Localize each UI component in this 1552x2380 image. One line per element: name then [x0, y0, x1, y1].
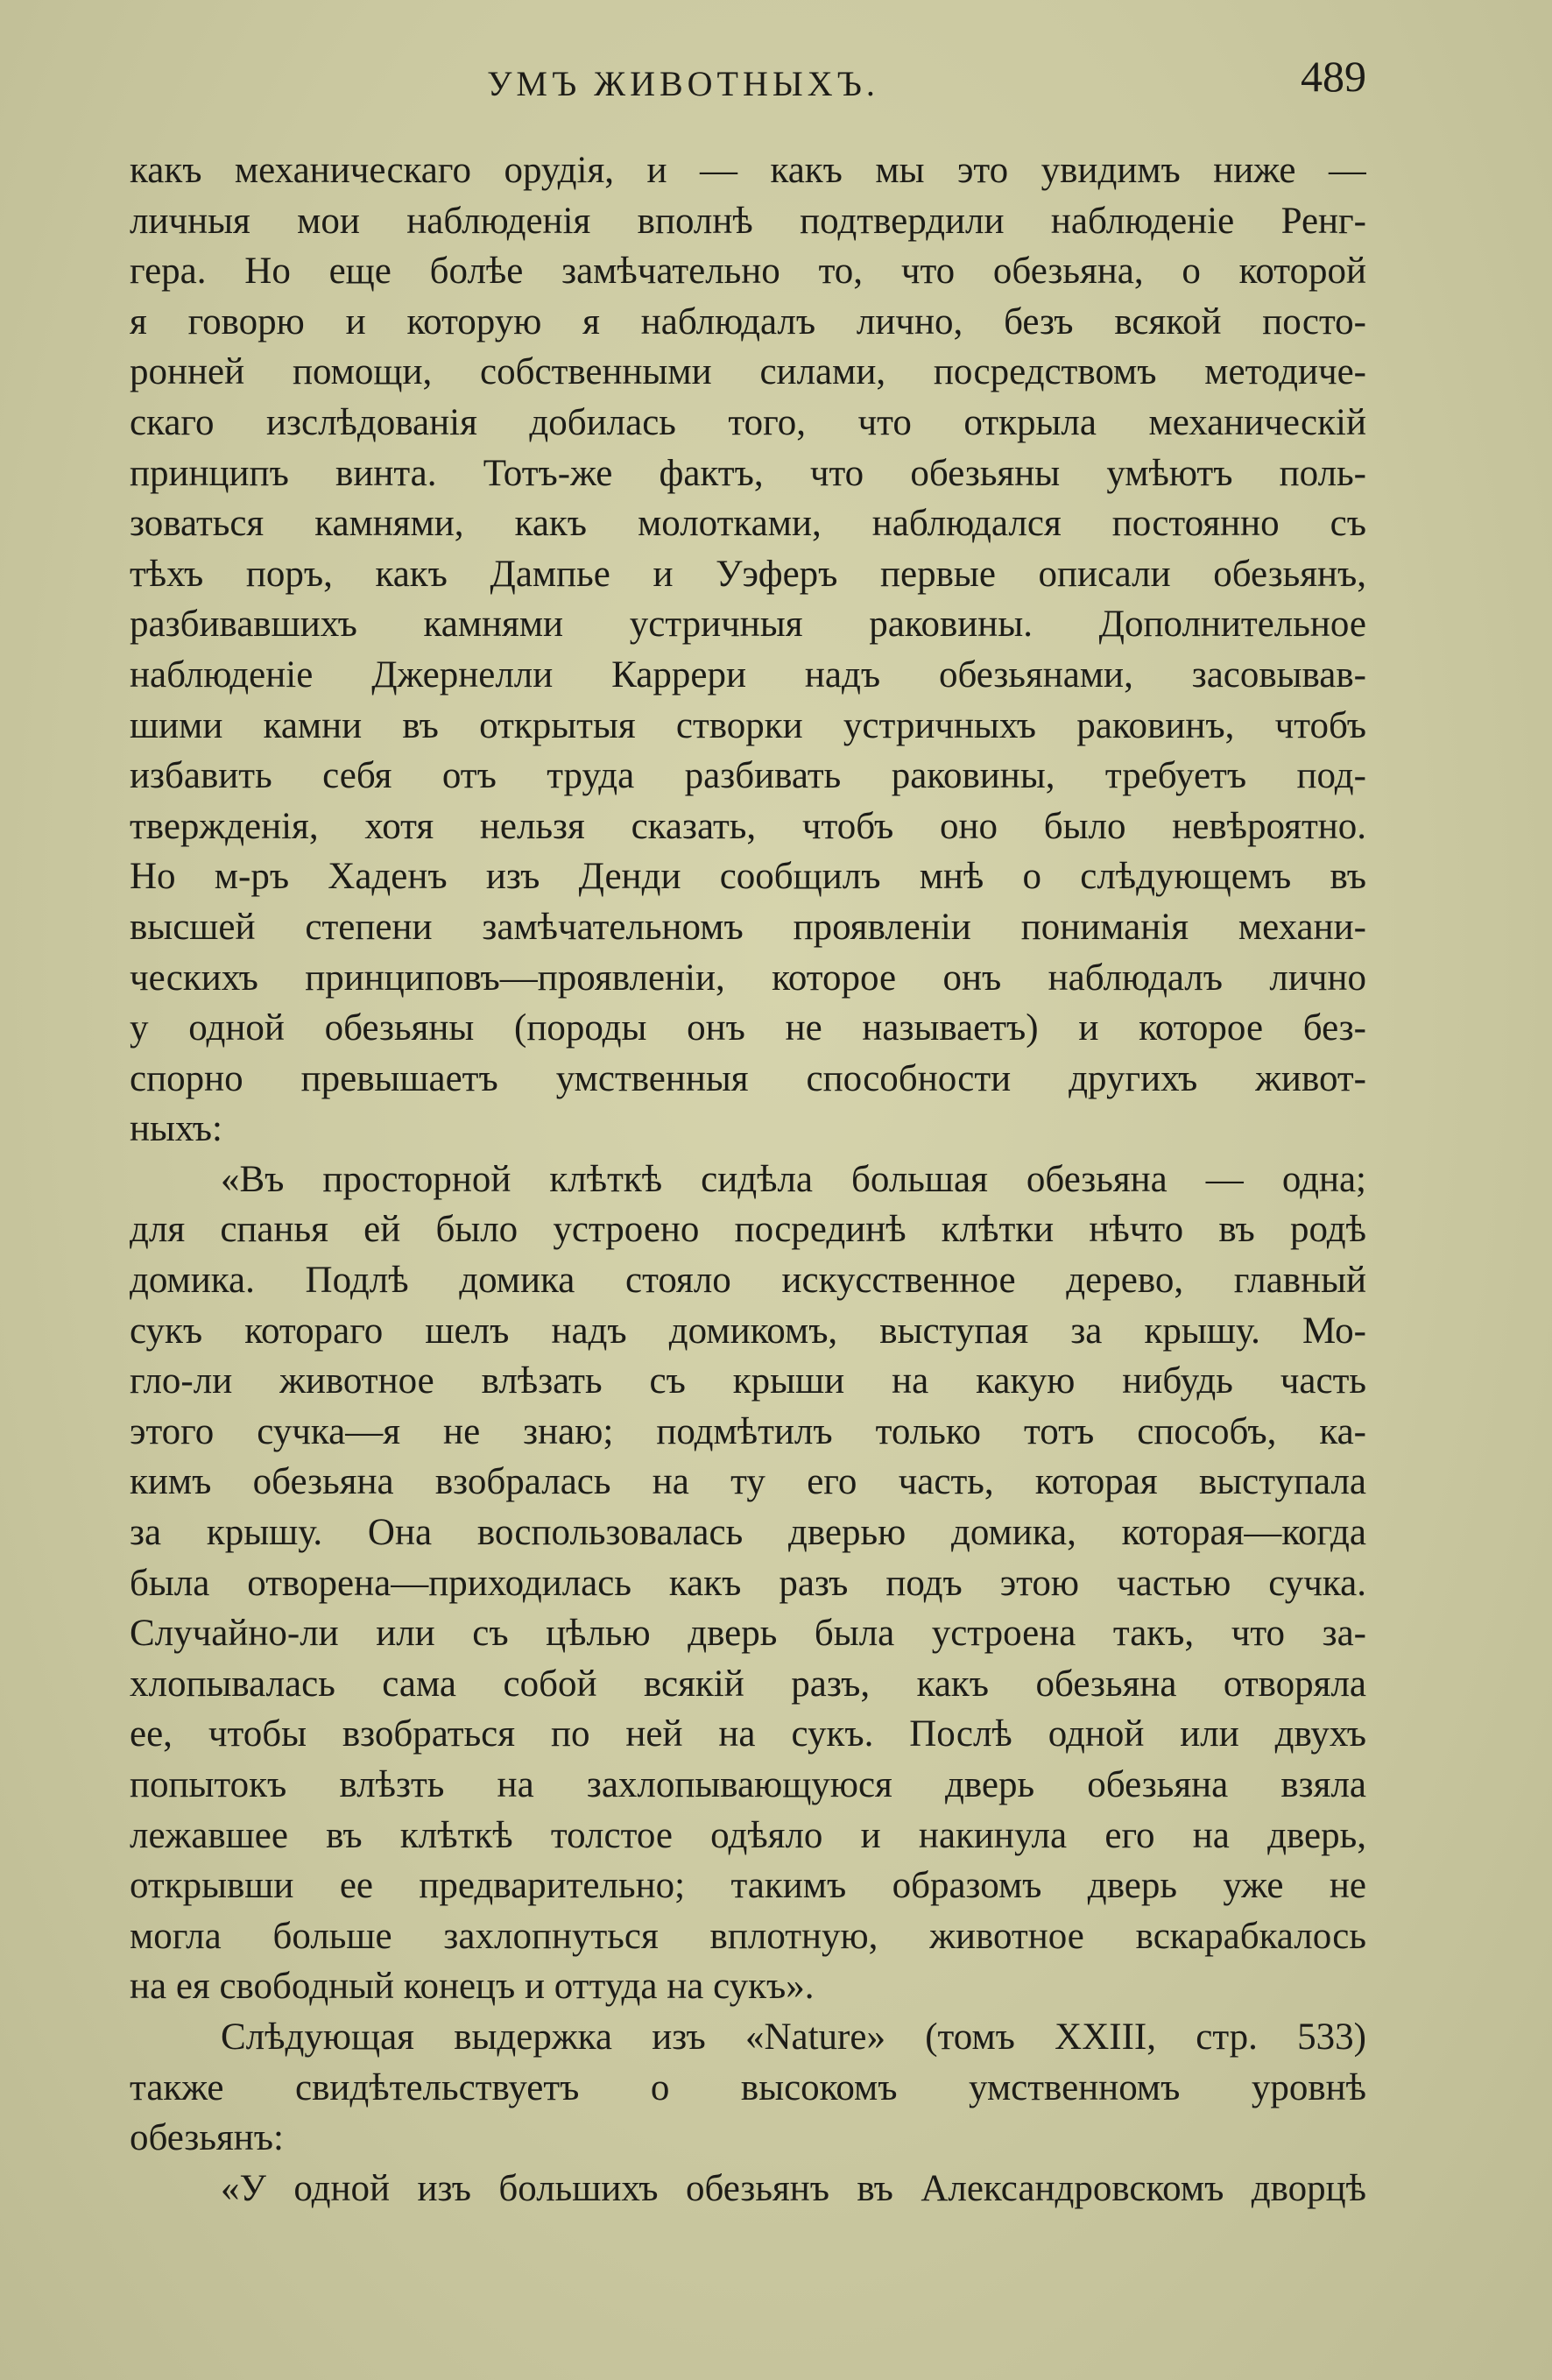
- page-number: 489: [1301, 52, 1366, 101]
- text-line: попытокъ влѣзть на захлопывающуюся дверь обезьяна взяла: [130, 1764, 1366, 1805]
- text-line: я говорю и которую я наблюдалъ лично, безъ всякой посто-: [130, 300, 1366, 343]
- text-line: обезьянъ:: [130, 2117, 284, 2159]
- text-line: спорно превышаетъ умственныя способности другихъ живот-: [130, 1057, 1366, 1099]
- text-line: скаго изслѣдованія добилась того, что открыла механическій: [130, 401, 1366, 443]
- text-line: Слѣдующая выдержка изъ «Nature» (томъ XXIII, стр. 533): [221, 2016, 1366, 2058]
- text-line: принципъ винта. Тотъ-же фактъ, что обезьяны умѣютъ поль-: [130, 452, 1366, 494]
- text-line: «У одной изъ большихъ обезьянъ въ Александровскомъ дворцѣ: [221, 2167, 1366, 2209]
- text-line: высшей степени замѣчательномъ проявленіи пониманія механи-: [130, 906, 1366, 948]
- text-line: «Въ просторной клѣткѣ сидѣла большая обезьяна — одна;: [221, 1158, 1366, 1200]
- body-text: [130, 145, 1366, 2214]
- text-line: гло-ли животное влѣзать съ крыши на какую нибудь часть: [130, 1360, 1366, 1402]
- text-line: наблюденіе Джернелли Каррери надъ обезьянами, засовывав-: [130, 653, 1366, 696]
- text-line: на ея свободный конецъ и оттуда на сукъ».: [130, 1966, 815, 2008]
- text-line: у одной обезьяны (породы онъ не называетъ) и которое без-: [130, 1007, 1366, 1049]
- text-line: была отворена—приходилась какъ разъ подъ этою частью сучка.: [130, 1562, 1366, 1604]
- text-line: ныхъ:: [130, 1108, 222, 1150]
- text-line: какъ механическаго орудія, и — какъ мы это увидимъ ниже —: [130, 150, 1366, 191]
- text-line: сукъ котораго шелъ надъ домикомъ, выступая за крышу. Мо-: [130, 1310, 1366, 1352]
- text-line: Случайно-ли или съ цѣлью дверь была устроена такъ, что за-: [130, 1613, 1366, 1655]
- text-line: для спанья ей было устроено посрединѣ клѣтки нѣчто въ родѣ: [130, 1209, 1366, 1251]
- text-line: ронней помощи, собственными силами, посредствомъ методиче-: [130, 351, 1366, 393]
- text-line: кимъ обезьяна взобралась на ту его часть, которая выступала: [130, 1461, 1366, 1503]
- running-title: УМЪ ЖИВОТНЫХЪ.: [487, 64, 879, 103]
- text-line: могла больше захлопнуться вплотную, животное вскарабкалось: [130, 1915, 1366, 1957]
- text-line: зоваться камнями, какъ молотками, наблюдался постоянно съ: [130, 503, 1366, 545]
- text-line: Но м-ръ Хаденъ изъ Денди сообщилъ мнѣ о слѣдующемъ въ: [130, 856, 1366, 898]
- text-line: открывши ее предварительно; такимъ образомъ дверь уже не: [130, 1865, 1366, 1907]
- text-line: лежавшее въ клѣткѣ толстое одѣяло и накинула его на дверь,: [130, 1814, 1366, 1856]
- text-line: домика. Подлѣ домика стояло искусственное дерево, главный: [130, 1260, 1366, 1302]
- text-line: также свидѣтельствуетъ о высокомъ умственномъ уровнѣ: [130, 2066, 1366, 2108]
- text-line: за крышу. Она воспользовалась дверью домика, которая—когда: [130, 1512, 1366, 1554]
- page-header: [123, 51, 1366, 121]
- text-line: твержденія, хотя нельзя сказать, чтобъ оно было невѣроятно.: [130, 805, 1366, 847]
- text-line: избавить себя отъ труда разбивать раковины, требуетъ под-: [130, 755, 1366, 797]
- text-line: тѣхъ поръ, какъ Дампье и Уэферъ первые описали обезьянъ,: [130, 553, 1366, 595]
- text-line: шими камни въ открытыя створки устричныхъ раковинъ, чтобъ: [130, 704, 1366, 746]
- text-line: этого сучка—я не знаю; подмѣтилъ только тотъ способъ, ка-: [130, 1410, 1366, 1452]
- text-line: хлопывалась сама собой всякій разъ, какъ обезьяна отворяла: [130, 1663, 1366, 1705]
- text-line: личныя мои наблюденія вполнѣ подтвердили наблюденіе Ренг-: [130, 200, 1366, 242]
- text-line: гера. Но еще болѣе замѣчательно то, что обезьяна, о которой: [130, 251, 1366, 293]
- text-line: разбивавшихъ камнями устричныя раковины. Дополнительное: [130, 604, 1366, 646]
- text-line: ческихъ принциповъ—проявленіи, которое онъ наблюдалъ лично: [130, 957, 1366, 999]
- text-line: ее, чтобы взобраться по ней на сукъ. Послѣ одной или двухъ: [130, 1713, 1366, 1755]
